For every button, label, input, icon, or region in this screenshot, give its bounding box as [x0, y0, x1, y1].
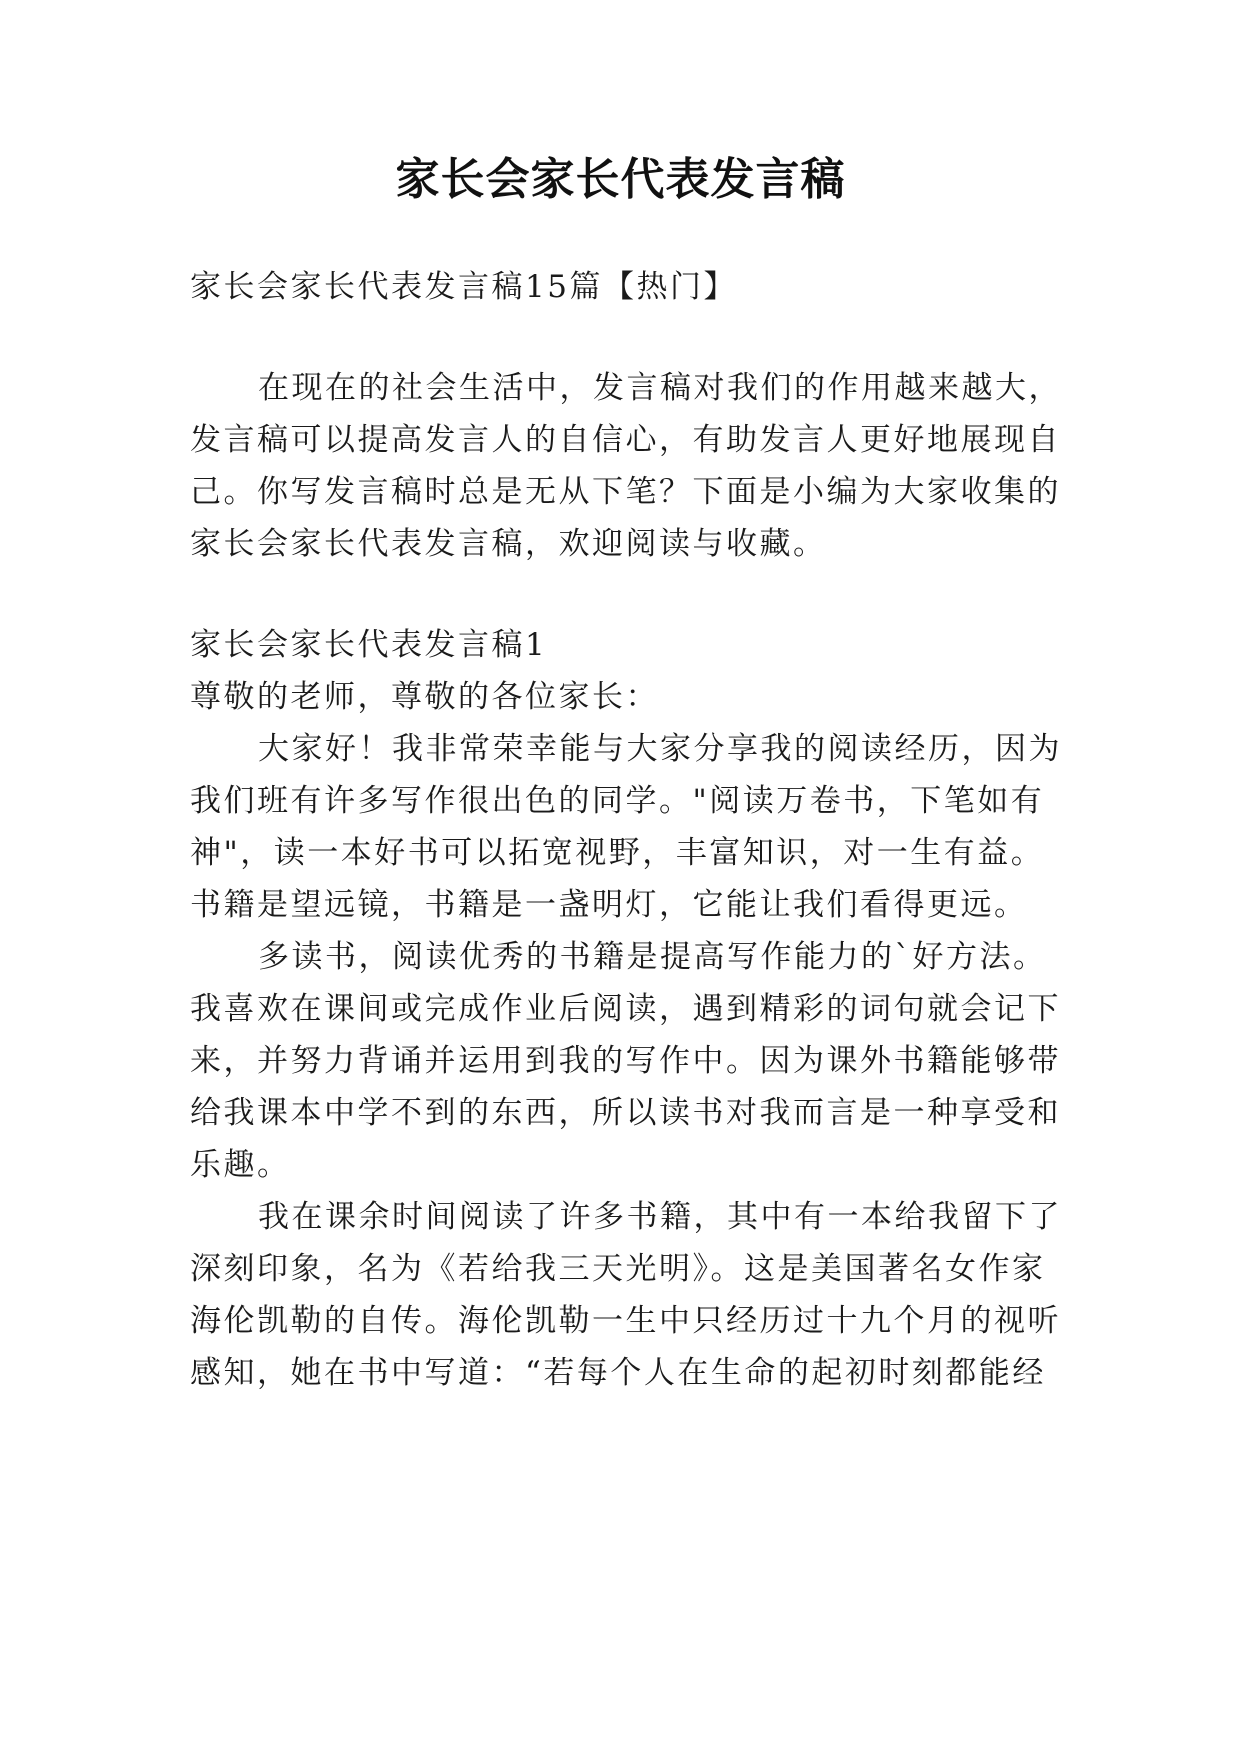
intro-line: 己。你写发言稿时总是无从下笔？下面是小编为大家收集的: [190, 474, 1061, 510]
intro-line: 在现在的社会生活中，发言稿对我们的作用越来越大，: [258, 370, 1062, 406]
body-line: 感知，她在书中写道：“若每个人在生命的起初时刻都能经: [190, 1355, 1046, 1391]
document-subtitle: 家长会家长代表发言稿15篇【热门】: [190, 269, 737, 305]
body-line: 神"，读一本好书可以拓宽视野，丰富知识，对一生有益。: [190, 835, 1045, 871]
body-line: 多读书，阅读优秀的书籍是提高写作能力的`好方法。: [258, 939, 1047, 975]
body-line: 书籍是望远镜，书籍是一盏明灯，它能让我们看得更远。: [190, 887, 1028, 923]
body-line: 深刻印象，名为《若给我三天光明》。这是美国著名女作家: [190, 1251, 1046, 1287]
intro-line: 家长会家长代表发言稿，欢迎阅读与收藏。: [190, 526, 827, 562]
body-line: 来，并努力背诵并运用到我的写作中。因为课外书籍能够带: [190, 1043, 1061, 1079]
body-line: 大家好！我非常荣幸能与大家分享我的阅读经历，因为: [258, 731, 1062, 767]
body-line: 乐趣。: [190, 1147, 291, 1183]
body-line: 我喜欢在课间或完成作业后阅读，遇到精彩的词句就会记下: [190, 991, 1061, 1027]
body-line: 海伦凯勒的自传。海伦凯勒一生中只经历过十九个月的视听: [190, 1303, 1061, 1339]
salutation: 尊敬的老师，尊敬的各位家长：: [190, 679, 659, 715]
body-line: 给我课本中学不到的东西，所以读书对我而言是一种享受和: [190, 1095, 1061, 1131]
section-heading: 家长会家长代表发言稿1: [190, 627, 548, 663]
body-line: 我们班有许多写作很出色的同学。"阅读万卷书，下笔如有: [190, 783, 1045, 819]
document-title: 家长会家长代表发言稿: [395, 154, 846, 205]
intro-line: 发言稿可以提高发言人的自信心，有助发言人更好地展现自: [190, 422, 1061, 458]
body-line: 我在课余时间阅读了许多书籍，其中有一本给我留下了: [258, 1199, 1062, 1235]
